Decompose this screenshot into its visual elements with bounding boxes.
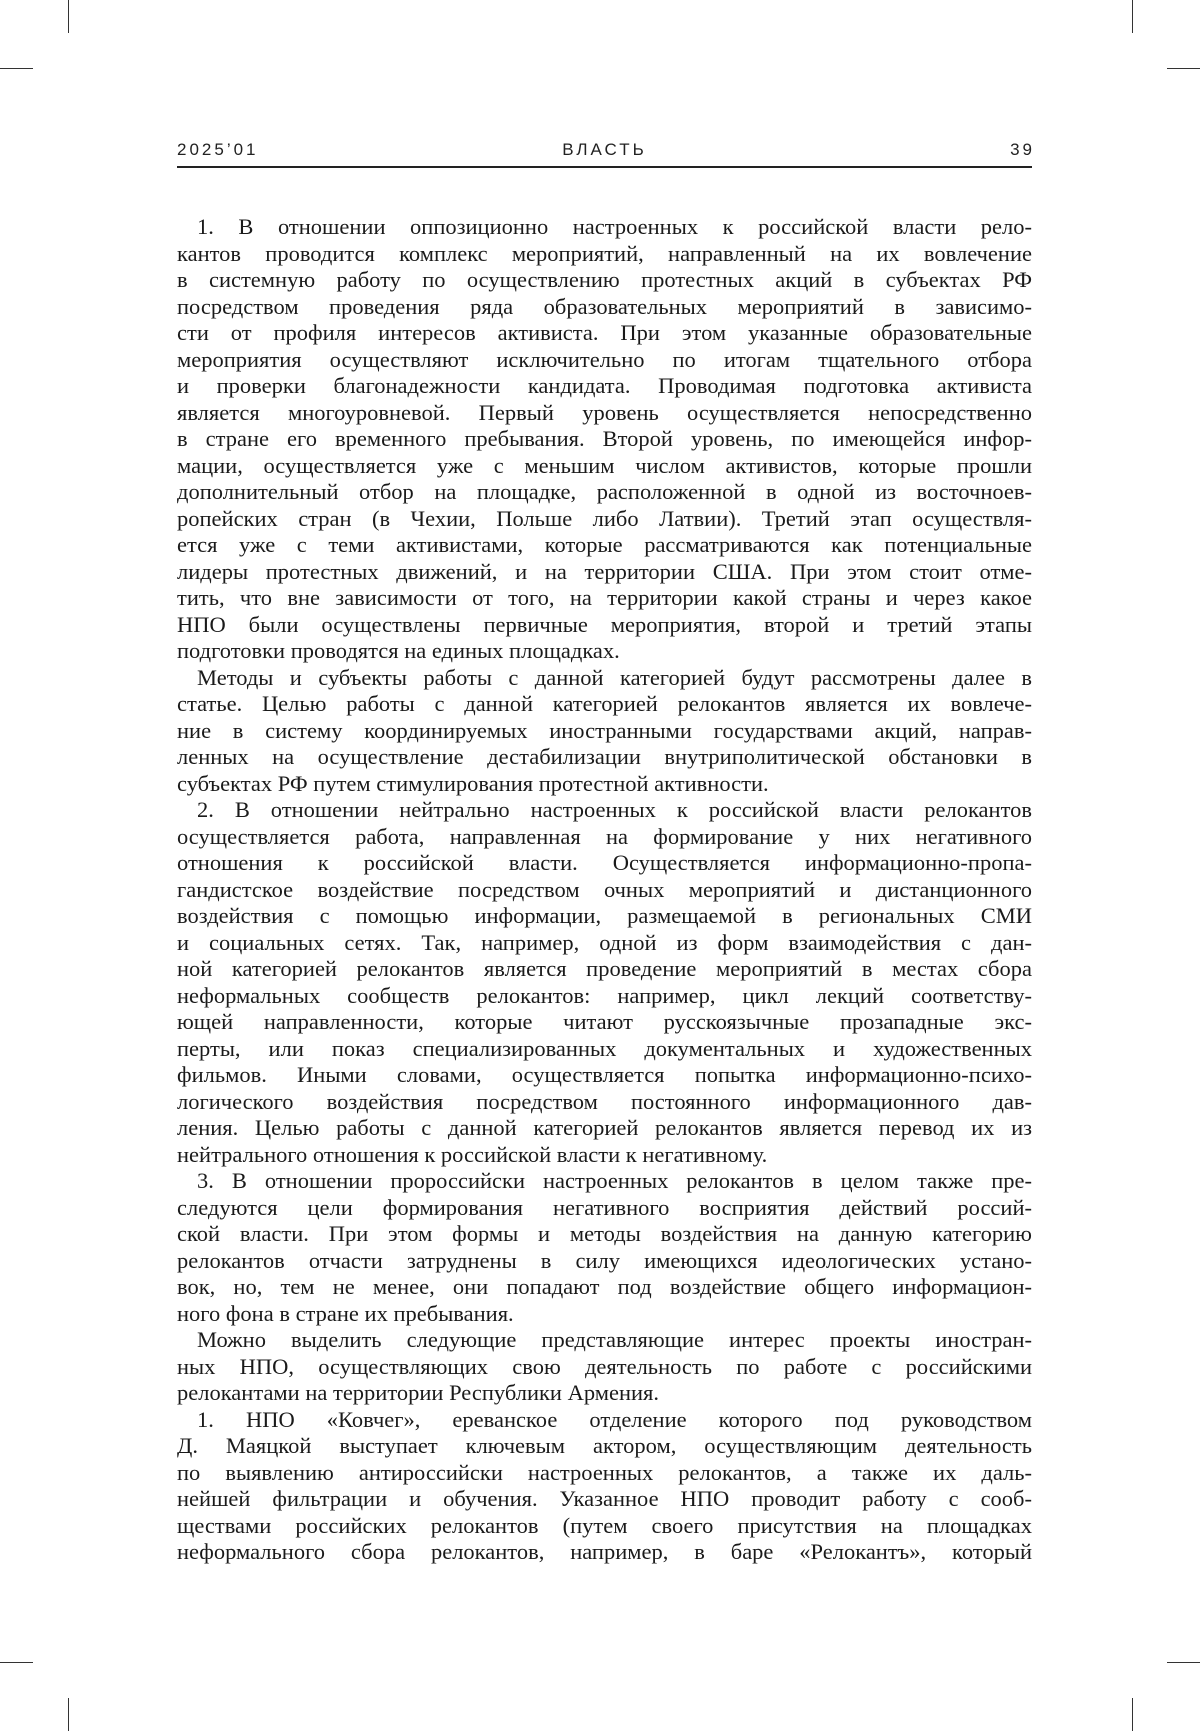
text-line: подготовки проводятся на единых площадках. <box>177 638 620 663</box>
text-line: ской власти. При этом формы и методы воздействия на данную категорию <box>177 1221 1032 1246</box>
crop-mark <box>1167 1662 1200 1663</box>
text-line: Можно выделить следующие представляющие интерес проекты иностран- <box>197 1327 1032 1352</box>
text-line: вок, но, тем не менее, они попадают под воздействие общего информацион- <box>177 1274 1032 1299</box>
text-line: 3. В отношении пророссийски настроенных релокантов в целом также пре- <box>197 1168 1032 1193</box>
text-line: неформальных сообществ релокантов: например, цикл лекций соответству- <box>177 982 1032 1008</box>
text-line: фильмов. Иными словами, осуществляется попытка информационно-психо- <box>177 1062 1032 1087</box>
text-line: гандистское воздействие посредством очных мероприятий и дистанционного <box>177 876 1032 902</box>
text-line: следуются цели формирования негативного восприятия действий россий- <box>177 1194 1032 1220</box>
text-line: ние в систему координируемых иностранными государствами акций, направ- <box>177 717 1032 743</box>
text-line: сти от профиля интересов активиста. При этом указанные образовательные <box>177 320 1032 345</box>
text-line: релокантами на территории Республики Армения. <box>177 1380 660 1405</box>
text-line: тить, что вне зависимости от того, на территории какой страны и через какое <box>177 585 1032 610</box>
text-line: 1. НПО «Ковчег», ереванское отделение которого под руководством <box>197 1406 1032 1432</box>
paragraph <box>177 665 1032 798</box>
text-line: и социальных сетях. Так, например, одной из форм взаимодействия с дан- <box>177 929 1032 955</box>
text-line: ной категорией релокантов является проведение мероприятий в местах сбора <box>177 956 1032 981</box>
text-line: осуществляется работа, направленная на формирование у них негативного <box>177 823 1032 849</box>
text-line: мероприятия осуществляют исключительно по итогам тщательного отбора <box>177 346 1032 372</box>
text-line: 1. В отношении оппозиционно настроенных к российской власти рело- <box>197 214 1032 239</box>
journal-title: ВЛАСТЬ <box>562 140 647 159</box>
text-line: 2. В отношении нейтрально настроенных к российской власти релокантов <box>197 797 1032 822</box>
header-rule <box>177 166 1032 168</box>
text-line: отношения к российской власти. Осуществляется информационно-пропа- <box>177 850 1032 875</box>
text-line: дополнительный отбор на площадке, расположенной в одной из восточноев- <box>177 479 1032 504</box>
text-line: и проверки благонадежности кандидата. Проводимая подготовка активиста <box>177 373 1032 398</box>
crop-mark <box>1132 1698 1133 1731</box>
text-line: ления. Целью работы с данной категорией релокантов является перевод их из <box>177 1115 1032 1140</box>
text-line: лидеры протестных движений, и на территории США. При этом стоит отме- <box>177 558 1032 584</box>
text-line: нейшей фильтрации и обучения. Указанное НПО проводит работу с сооб- <box>177 1486 1032 1511</box>
paragraph <box>177 1168 1032 1327</box>
text-line: ществами российских релокантов (путем своего присутствия на площадках <box>177 1512 1032 1538</box>
text-line: неформального сбора релокантов, например, в баре «Релокантъ», который <box>177 1539 1032 1564</box>
text-line: ющей направленности, которые читают русскоязычные прозападные экс- <box>177 1009 1032 1034</box>
paragraph <box>177 1407 1032 1566</box>
crop-mark <box>68 1698 69 1731</box>
text-line: посредством проведения ряда образовательных мероприятий в зависимо- <box>177 293 1032 319</box>
text-line: субъектах РФ путем стимулирования протестной активности. <box>177 770 769 796</box>
article-body <box>177 214 1032 1566</box>
text-line: Методы и субъекты работы с данной категорией будут рассмотрены далее в <box>197 664 1032 690</box>
text-line: ропейских стран (в Чехии, Польше либо Латвии). Третий этап осуществля- <box>177 505 1032 531</box>
text-line: мации, осуществляется уже с меньшим числом активистов, которые прошли <box>177 452 1032 478</box>
crop-mark <box>0 1662 33 1663</box>
page-number: 39 <box>1010 140 1035 159</box>
running-header <box>177 140 1035 166</box>
text-line: кантов проводится комплекс мероприятий, направленный на их вовлечение <box>177 240 1032 266</box>
crop-mark <box>0 68 33 69</box>
text-line: ного фона в стране их пребывания. <box>177 1300 514 1326</box>
text-line: ется уже с теми активистами, которые рассматриваются как потенциальные <box>177 532 1032 557</box>
text-line: ных НПО, осуществляющих свою деятельность по работе с российскими <box>177 1353 1032 1379</box>
text-line: логического воздействия посредством постоянного информационного дав- <box>177 1088 1032 1114</box>
text-line: в стране его временного пребывания. Второй уровень, по имеющейся инфор- <box>177 426 1032 451</box>
text-line: НПО были осуществлены первичные мероприятия, второй и третий этапы <box>177 611 1032 637</box>
text-line: перты, или показ специализированных документальных и художественных <box>177 1035 1032 1061</box>
paragraph <box>177 214 1032 665</box>
crop-mark <box>1132 0 1133 33</box>
text-line: по выявлению антироссийски настроенных релокантов, а также их даль- <box>177 1459 1032 1485</box>
crop-mark <box>1167 68 1200 69</box>
paragraph <box>177 1327 1032 1407</box>
text-line: в системную работу по осуществлению протестных акций в субъектах РФ <box>177 267 1032 292</box>
text-line: релокантов отчасти затруднены в силу имеющихся идеологических устано- <box>177 1247 1032 1273</box>
text-line: статье. Целью работы с данной категорией релокантов является их вовлече- <box>177 691 1032 716</box>
crop-mark <box>68 0 69 33</box>
text-line: является многоуровневой. Первый уровень осуществляется непосредственно <box>177 399 1032 425</box>
text-line: воздействия с помощью информации, размещаемой в региональных СМИ <box>177 903 1032 928</box>
text-line: ленных на осуществление дестабилизации внутриполитической обстановки в <box>177 744 1032 769</box>
text-line: нейтрального отношения к российской власти к негативному. <box>177 1141 768 1167</box>
text-line: Д. Маяцкой выступает ключевым актором, осуществляющим деятельность <box>177 1433 1032 1458</box>
issue-number: 2025’01 <box>177 140 259 159</box>
paragraph <box>177 797 1032 1168</box>
